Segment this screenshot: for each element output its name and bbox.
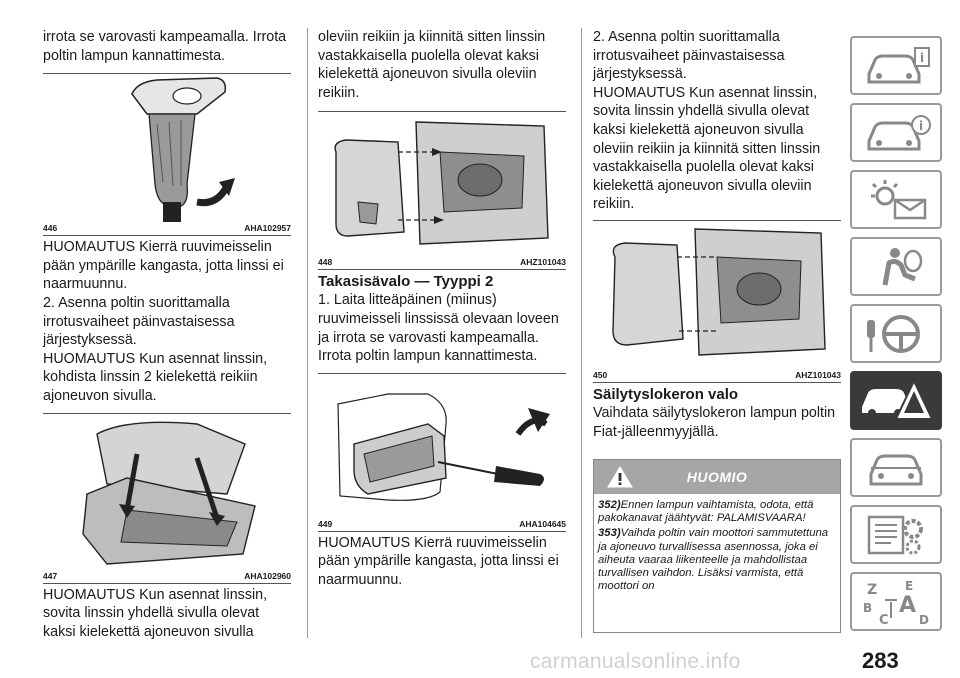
alphabet-index-icon [861,578,931,626]
svg-text:i: i [919,50,925,65]
tab-index[interactable] [850,572,942,631]
car-info-icon [861,44,931,88]
figure-number: 448 [318,257,333,268]
tab-emergency[interactable] [850,371,942,430]
svg-text:C: C [879,612,889,626]
note-number: 353) [598,527,621,540]
column-divider-1 [307,28,308,638]
column-divider-2 [581,28,582,638]
paragraph: 2. Asenna poltin suorittamalla irrotusvaiheet päinvastaisessa järjestyksessä. [43,294,235,349]
svg-text:E: E [905,578,914,593]
tab-car-info[interactable] [850,36,942,95]
tab-dashboard[interactable] [850,103,942,162]
warning-triangle-icon [606,465,634,489]
figure-code: AHA102957 [244,223,291,234]
tab-specifications[interactable] [850,505,942,564]
car-dashboard-icon [861,111,931,155]
car-emergency-icon [858,377,934,425]
figure-449 [318,373,566,532]
svg-text:Z: Z [867,581,878,598]
warning-light-envelope-icon [861,178,931,222]
svg-text:D: D [919,612,929,626]
figure-448 [318,111,566,270]
column-2 [318,28,566,590]
paragraph: 2. Asenna poltin suorittamalla irrotusvaiheet päinvastaisessa järjestyksessä. [593,29,785,83]
lamp-housing-exploded-illustration [328,112,556,256]
note-text: Ennen lampun vaihtamista, odota, että pakokanavat jäähtyvät: PALAMISVAARA! [598,499,814,525]
paragraph: Vaihdata säilytyslokeron lampun poltin Fiat-jälleenmyyjällä. [593,404,836,440]
svg-text:A: A [899,592,917,618]
column-3 [593,28,841,441]
watermark: carmanualsonline.info [530,650,741,673]
paragraph: HUOMAUTUS Kun asennat linssin, sovita linssin yhdellä sivulla olevat kaksi kielekettä ajoneuvon sivulla [43,586,268,640]
paragraph: 1. Laita litteäpäinen (miinus) ruuvimeisseli linssissä olevaan loveen ja irrota se varovasti kampeamalla. Irrota poltin lampun kannattimesta. [318,292,559,365]
paragraph: HUOMAUTUS Kierrä ruuvimeisselin pään ympärille kangasta, jotta linssi ei naarmuunnu. [318,534,559,588]
paragraph: irrota se varovasti kampeamalla. Irrota poltin lampun kannattimesta. [43,29,287,64]
chapter-tabs [850,36,942,639]
figure-code: AHA102960 [244,570,291,581]
svg-text:i: i [918,118,924,133]
section-heading: Takasisävalo — Tyyppi 2 [318,273,494,291]
figure-code: AHZ101043 [520,257,566,268]
tab-starting-driving[interactable] [850,304,942,363]
column-1 [43,28,291,641]
note-number: 352) [598,499,621,511]
steering-wheel-key-icon [861,312,931,356]
figure-code: AHZ101043 [795,369,841,380]
figure-446 [43,73,291,236]
tab-warning-lights[interactable] [850,170,942,229]
page-number: 283 [862,648,899,673]
specifications-gear-icon [861,513,931,557]
warning-box [593,459,841,633]
warning-header [594,460,840,494]
lens-installation-illustration [67,414,267,570]
section-heading: Säilytyslokeron valo [593,385,739,403]
figure-code: AHA104645 [519,518,566,529]
figure-number: 446 [43,223,58,234]
paragraph: HUOMAUTUS Kun asennat linssin, kohdista linssin 2 kielekettä reikiin ajoneuvon sivulla. [43,350,268,404]
figure-450 [593,220,841,383]
tab-service[interactable] [850,438,942,497]
note-text: Vaihda poltin vain moottori sammutettuna ja ajoneuvo turvallisessa asennossa, joka ei aiheuta vaaraa liikenteelle ja mahdollistaa turvallisen vaihdon. Lisäksi varmista, että moottori on [598,527,829,593]
paragraph: HUOMAUTUS Kierrä ruuvimeisselin pään ympärille kangasta, jotta linssi ei naarmuunnu. [43,239,284,293]
lamp-bulb-removal-illustration [77,74,257,222]
figure-447 [43,413,291,584]
svg-text:B: B [863,600,873,615]
screwdriver-lens-removal-illustration [328,374,556,518]
tab-safety[interactable] [850,237,942,296]
warning-text [594,494,840,593]
lamp-housing-exploded-illustration [603,221,831,369]
paragraph: oleviin reikiin ja kiinnitä sitten linssin vastakkaisella puolella olevat kaksi kielekettä ajoneuvon sivulla oleviin reikiin. [318,29,546,101]
car-service-icon [861,446,931,490]
paragraph: HUOMAUTUS Kun asennat linssin, sovita linssin yhdellä sivulla olevat kaksi kielekettä ajoneuvon sivulla oleviin reikiin ja kiinnitä sitten linssin vastakkaisella puolella olevat kaksi kielekettä ajoneuvon sivulla oleviin reikiin. [593,84,821,213]
airbag-seat-icon [861,245,931,289]
figure-number: 449 [318,518,333,529]
figure-number: 447 [43,570,58,581]
warning-title: HUOMIO [686,469,748,485]
figure-number: 450 [593,369,608,380]
